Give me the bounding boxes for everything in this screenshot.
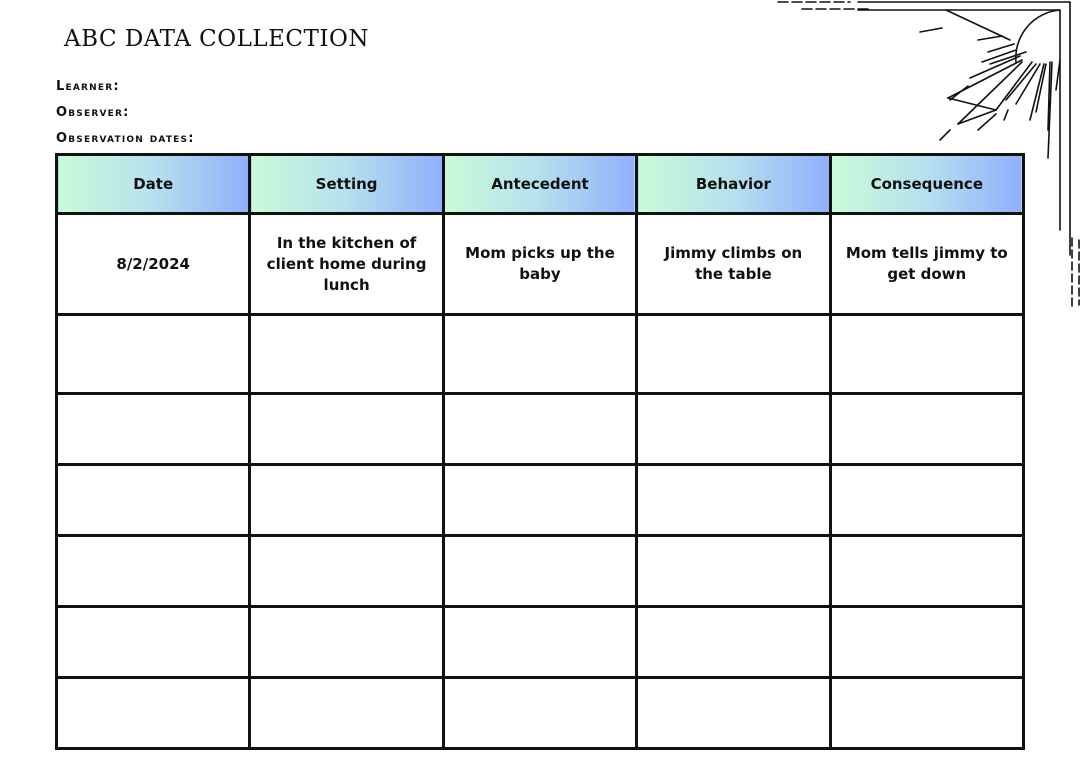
table-cell-antecedent[interactable] xyxy=(443,465,636,536)
table-cell-date[interactable] xyxy=(57,394,250,465)
table-row xyxy=(57,214,1024,315)
table-cell-setting[interactable] xyxy=(250,315,443,394)
column-header-setting: Setting xyxy=(250,155,443,214)
table-row xyxy=(57,394,1024,465)
table-cell-setting[interactable] xyxy=(250,678,443,749)
table-cell-antecedent[interactable] xyxy=(443,394,636,465)
column-header-behavior: Behavior xyxy=(637,155,830,214)
table-row xyxy=(57,607,1024,678)
table-row xyxy=(57,315,1024,394)
table-cell-behavior[interactable] xyxy=(637,678,830,749)
table-cell-consequence[interactable] xyxy=(830,536,1023,607)
table-cell-behavior[interactable] xyxy=(637,394,830,465)
table-row xyxy=(57,678,1024,749)
table-header-row xyxy=(57,155,1024,214)
page-title: ABC DATA COLLECTION xyxy=(64,26,369,52)
column-header-antecedent: Antecedent xyxy=(443,155,636,214)
table-cell-behavior[interactable] xyxy=(637,315,830,394)
table-cell-setting[interactable] xyxy=(250,394,443,465)
table-cell-behavior[interactable]: Jimmy climbs on the table xyxy=(637,214,830,315)
table-cell-consequence[interactable]: Mom tells jimmy to get down xyxy=(830,214,1023,315)
table-cell-behavior[interactable] xyxy=(637,607,830,678)
table-cell-date[interactable] xyxy=(57,465,250,536)
table-row xyxy=(57,465,1024,536)
table-cell-date[interactable]: 8/2/2024 xyxy=(57,214,250,315)
table-row xyxy=(57,536,1024,607)
table-cell-antecedent[interactable] xyxy=(443,536,636,607)
table-cell-antecedent[interactable] xyxy=(443,678,636,749)
table-cell-consequence[interactable] xyxy=(830,678,1023,749)
table-cell-date[interactable] xyxy=(57,607,250,678)
table-cell-consequence[interactable] xyxy=(830,315,1023,394)
table-cell-setting[interactable] xyxy=(250,465,443,536)
table-cell-antecedent[interactable] xyxy=(443,607,636,678)
table-cell-date[interactable] xyxy=(57,315,250,394)
table-cell-consequence[interactable] xyxy=(830,394,1023,465)
table-cell-setting[interactable] xyxy=(250,536,443,607)
learner-label: Learner: xyxy=(56,79,120,94)
table-cell-setting[interactable] xyxy=(250,607,443,678)
table-cell-consequence[interactable] xyxy=(830,607,1023,678)
table-cell-behavior[interactable] xyxy=(637,465,830,536)
table-cell-setting[interactable]: In the kitchen of client home during lunch xyxy=(250,214,443,315)
table-cell-date[interactable] xyxy=(57,536,250,607)
column-header-consequence: Consequence xyxy=(830,155,1023,214)
table-cell-date[interactable] xyxy=(57,678,250,749)
column-header-date: Date xyxy=(57,155,250,214)
abc-data-table xyxy=(55,153,1025,750)
table-cell-antecedent[interactable] xyxy=(443,315,636,394)
table-cell-antecedent[interactable]: Mom picks up the baby xyxy=(443,214,636,315)
observer-label: Observer: xyxy=(56,105,130,120)
observation-dates-label: Observation dates: xyxy=(56,131,195,146)
table-cell-consequence[interactable] xyxy=(830,465,1023,536)
table-cell-behavior[interactable] xyxy=(637,536,830,607)
